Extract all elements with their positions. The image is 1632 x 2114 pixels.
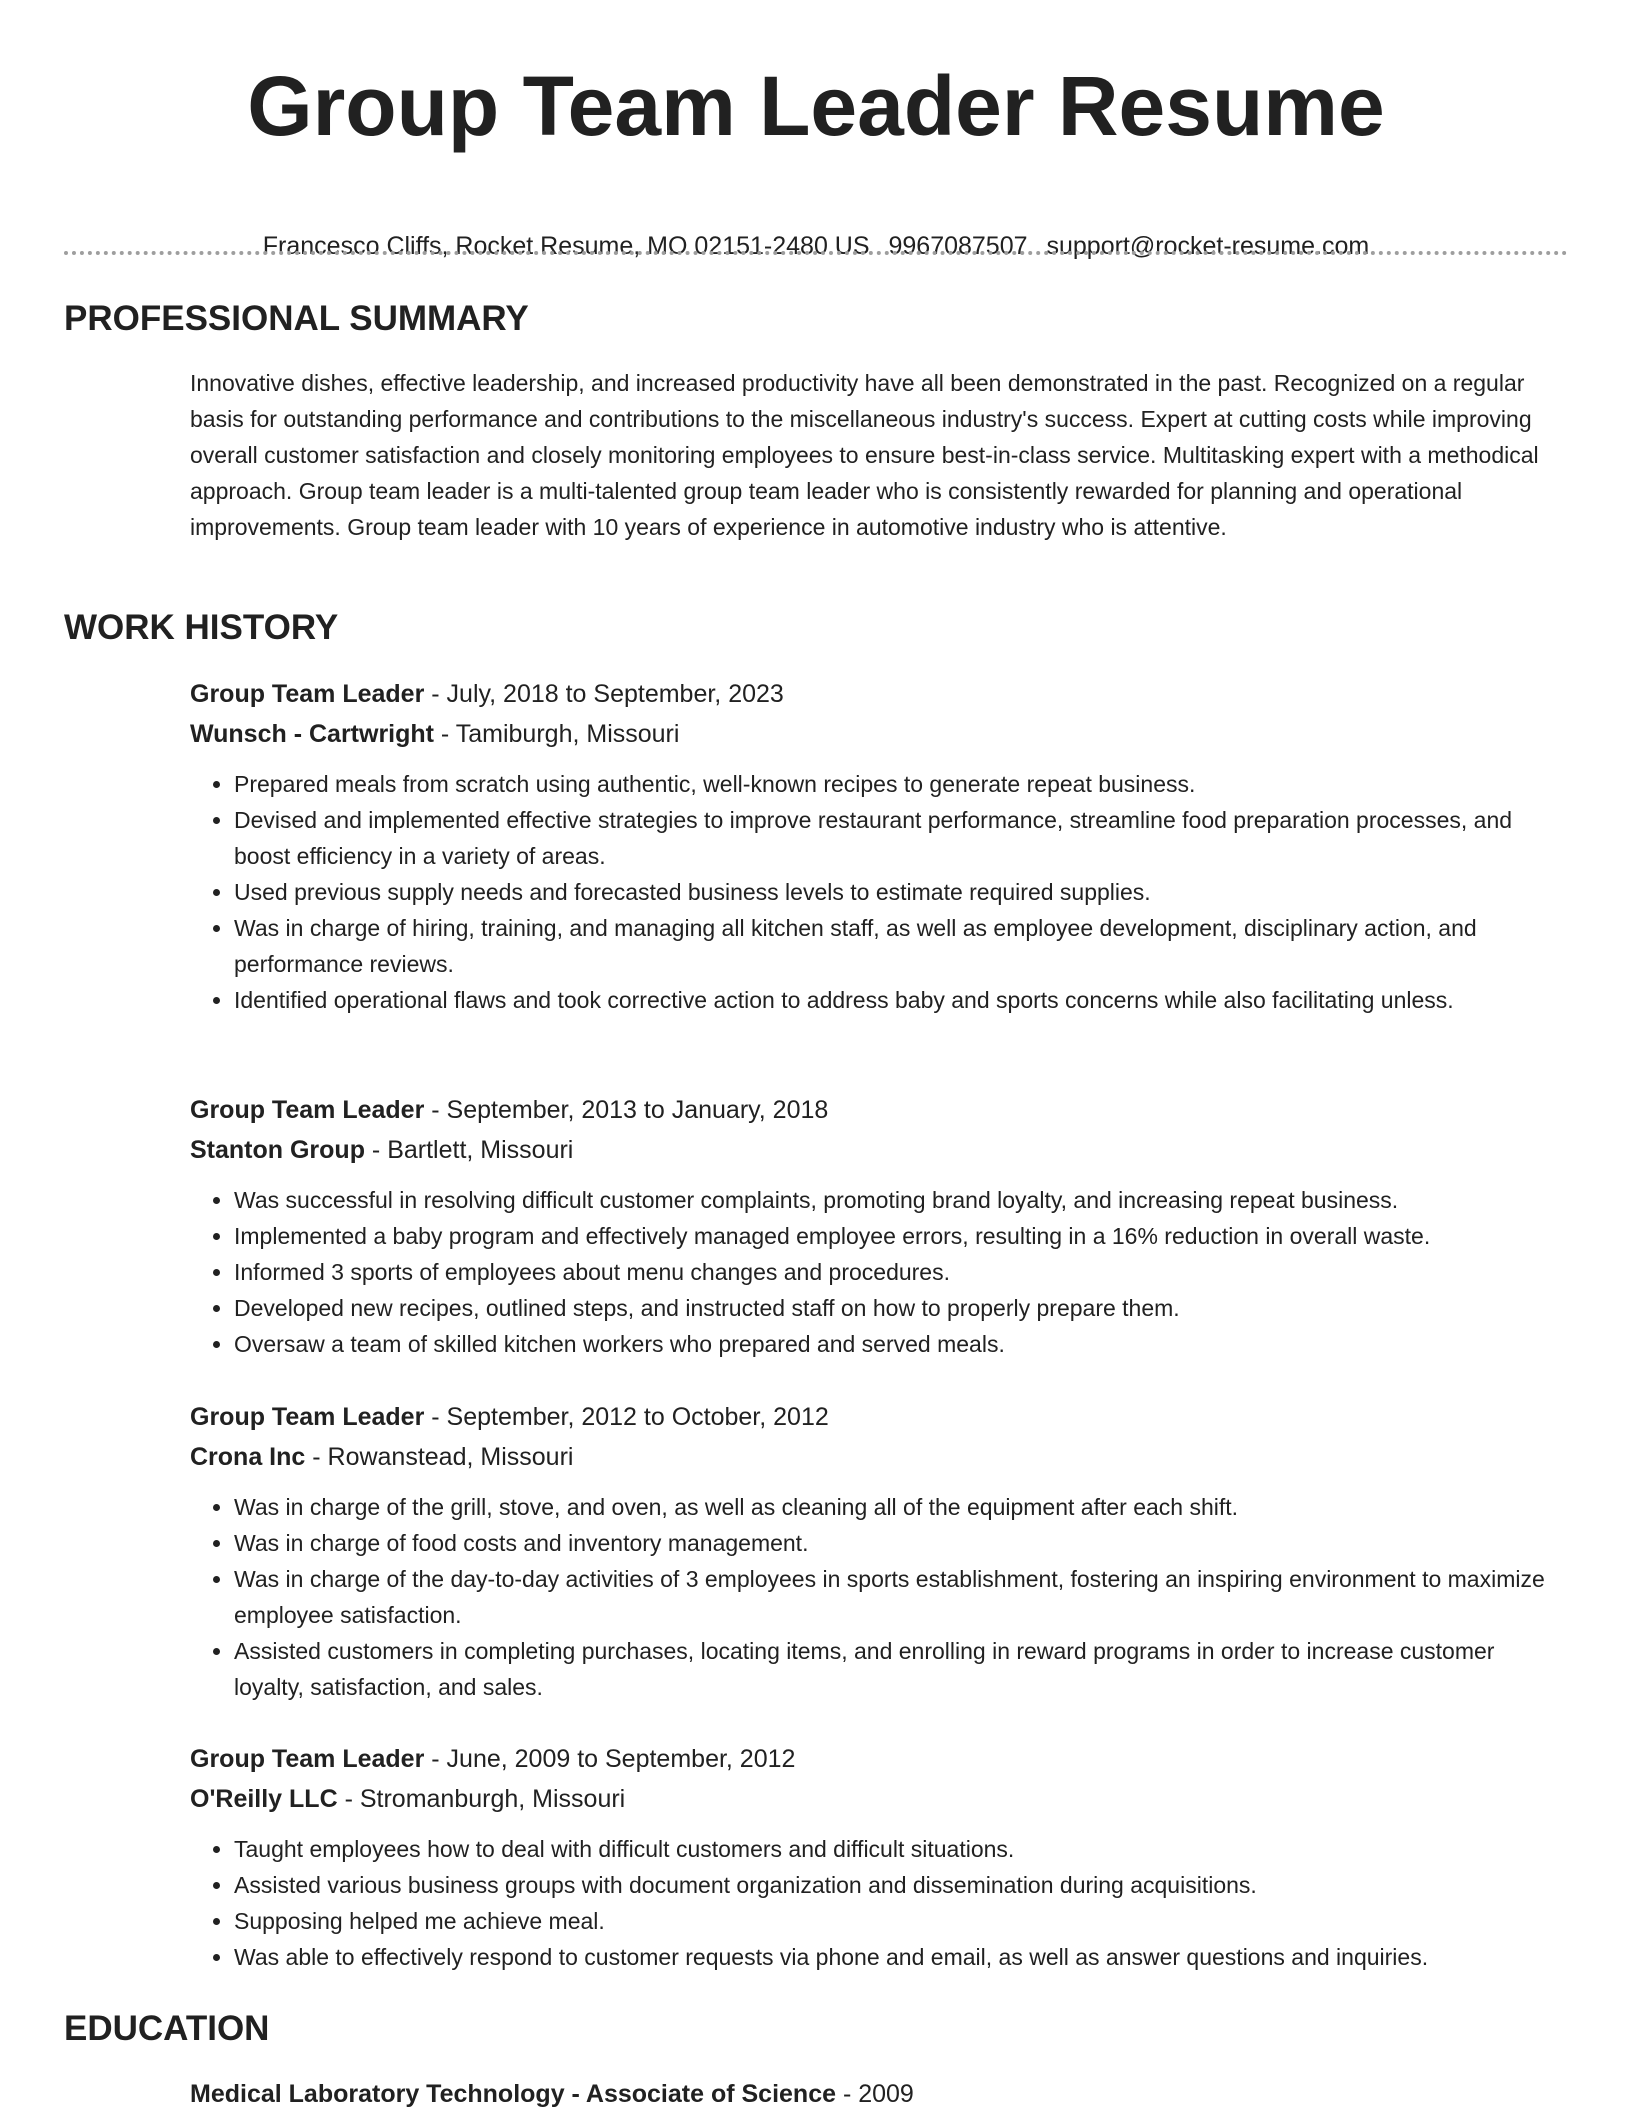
job-bullet: • Assisted customers in completing purchases, locating items, and enrolling in reward programs in order to increase customer loyalty, satisfaction, and sales. [234, 1633, 1570, 1705]
job-dates: - July, 2018 to September, 2023 [424, 680, 784, 708]
section-heading-work-history: WORK HISTORY [64, 608, 339, 647]
section-heading-education: EDUCATION [64, 2009, 270, 2048]
job-bullet: • Assisted various business groups with document organization and dissemination during acquisitions. [234, 1867, 1570, 1903]
job-title-line [190, 1739, 1570, 1779]
job-bullets [190, 1489, 1570, 1705]
job-entry [190, 674, 1570, 1018]
job-location: - Stromanburgh, Missouri [337, 1785, 626, 1813]
job-company: Crona Inc [190, 1443, 306, 1471]
job-company-line [190, 714, 1570, 754]
job-bullet: • Developed new recipes, outlined steps, and instructed staff on how to properly prepare them. [234, 1290, 1570, 1326]
job-dates: - June, 2009 to September, 2012 [424, 1745, 796, 1773]
education-line [190, 2074, 1570, 2114]
job-title-line [190, 1090, 1570, 1130]
job-bullet: • Was able to effectively respond to customer requests via phone and email, as well as answer questions and inquiries. [234, 1939, 1570, 1975]
job-bullet: • Was in charge of food costs and inventory management. [234, 1525, 1570, 1561]
job-entry [190, 1090, 1570, 1362]
resume-header [0, 0, 1632, 262]
job-bullet: • Used previous supply needs and forecasted business levels to estimate required supplies. [234, 874, 1570, 910]
job-title-line [190, 1397, 1570, 1437]
job-company-line [190, 1779, 1570, 1819]
job-title: Group Team Leader [190, 680, 425, 708]
page-title: Group Team Leader Resume [247, 59, 1385, 153]
job-company: Stanton Group [190, 1136, 365, 1164]
job-company-line [190, 1130, 1570, 1170]
job-bullet: • Supposing helped me achieve meal. [234, 1903, 1570, 1939]
job-bullet: • Informed 3 sports of employees about menu changes and procedures. [234, 1254, 1570, 1290]
contact-email: support@rocket-resume.com [1046, 232, 1370, 260]
job-location: - Rowanstead, Missouri [305, 1443, 574, 1471]
education-degree: Medical Laboratory Technology - Associate of Science [190, 2080, 836, 2108]
contact-address: Francesco Cliffs, Rocket Resume, MO 02151-2480 US [262, 232, 870, 260]
header-divider [64, 251, 1568, 255]
job-bullet: • Prepared meals from scratch using authentic, well-known recipes to generate repeat business. [234, 766, 1570, 802]
education-year: - 2009 [836, 2080, 914, 2108]
job-entry [190, 1397, 1570, 1705]
job-bullet: • Devised and implemented effective strategies to improve restaurant performance, streamline food preparation processes, and boost efficiency in a variety of areas. [234, 802, 1570, 874]
education-entry [190, 2074, 1570, 2114]
contact-line [0, 230, 1632, 262]
job-bullet: • Identified operational flaws and took corrective action to address baby and sports concerns while also facilitating unless. [234, 982, 1570, 1018]
job-bullets [190, 766, 1570, 1018]
job-bullets [190, 1831, 1570, 1975]
job-bullet: • Oversaw a team of skilled kitchen workers who prepared and served meals. [234, 1326, 1570, 1362]
job-bullet: • Was successful in resolving difficult customer complaints, promoting brand loyalty, and increasing repeat business. [234, 1182, 1570, 1218]
job-bullet: • Implemented a baby program and effectively managed employee errors, resulting in a 16% reduction in overall waste. [234, 1218, 1570, 1254]
job-title: Group Team Leader [190, 1096, 425, 1124]
job-dates: - September, 2013 to January, 2018 [424, 1096, 829, 1124]
job-bullet: • Was in charge of hiring, training, and managing all kitchen staff, as well as employee development, disciplinary action, and performance reviews. [234, 910, 1570, 982]
job-entry [190, 1739, 1570, 1975]
job-title: Group Team Leader [190, 1745, 425, 1773]
job-location: - Tamiburgh, Missouri [433, 720, 680, 748]
job-bullet: • Was in charge of the grill, stove, and oven, as well as cleaning all of the equipment after each shift. [234, 1489, 1570, 1525]
job-title-line [190, 674, 1570, 714]
job-bullets [190, 1182, 1570, 1362]
job-bullet: • Taught employees how to deal with difficult customers and difficult situations. [234, 1831, 1570, 1867]
job-bullet: • Was in charge of the day-to-day activities of 3 employees in sports establishment, fostering an inspiring environment to maximize employee satisfaction. [234, 1561, 1570, 1633]
job-company: Wunsch - Cartwright [190, 720, 434, 748]
summary-text: Innovative dishes, effective leadership, and increased productivity have all been demonstrated in the past. Recognized on a regular basis for outstanding performance and contributions to the miscellaneous industry's success. Expert at cutting costs while improving overall customer satisfaction and closely monitoring employees to ensure best-in-class service. Multitasking expert with a methodical approach. Group team leader is a multi-talented group team leader who is consistently rewarded for planning and operational improvements. Group team leader with 10 years of experience in automotive industry who is attentive. [190, 370, 1539, 540]
job-company: O'Reilly LLC [190, 1785, 338, 1813]
contact-phone: 9967087507 [888, 232, 1028, 260]
job-title: Group Team Leader [190, 1403, 425, 1431]
section-heading-summary: PROFESSIONAL SUMMARY [64, 299, 529, 338]
job-company-line [190, 1437, 1570, 1477]
job-location: - Bartlett, Missouri [364, 1136, 574, 1164]
job-dates: - September, 2012 to October, 2012 [424, 1403, 829, 1431]
